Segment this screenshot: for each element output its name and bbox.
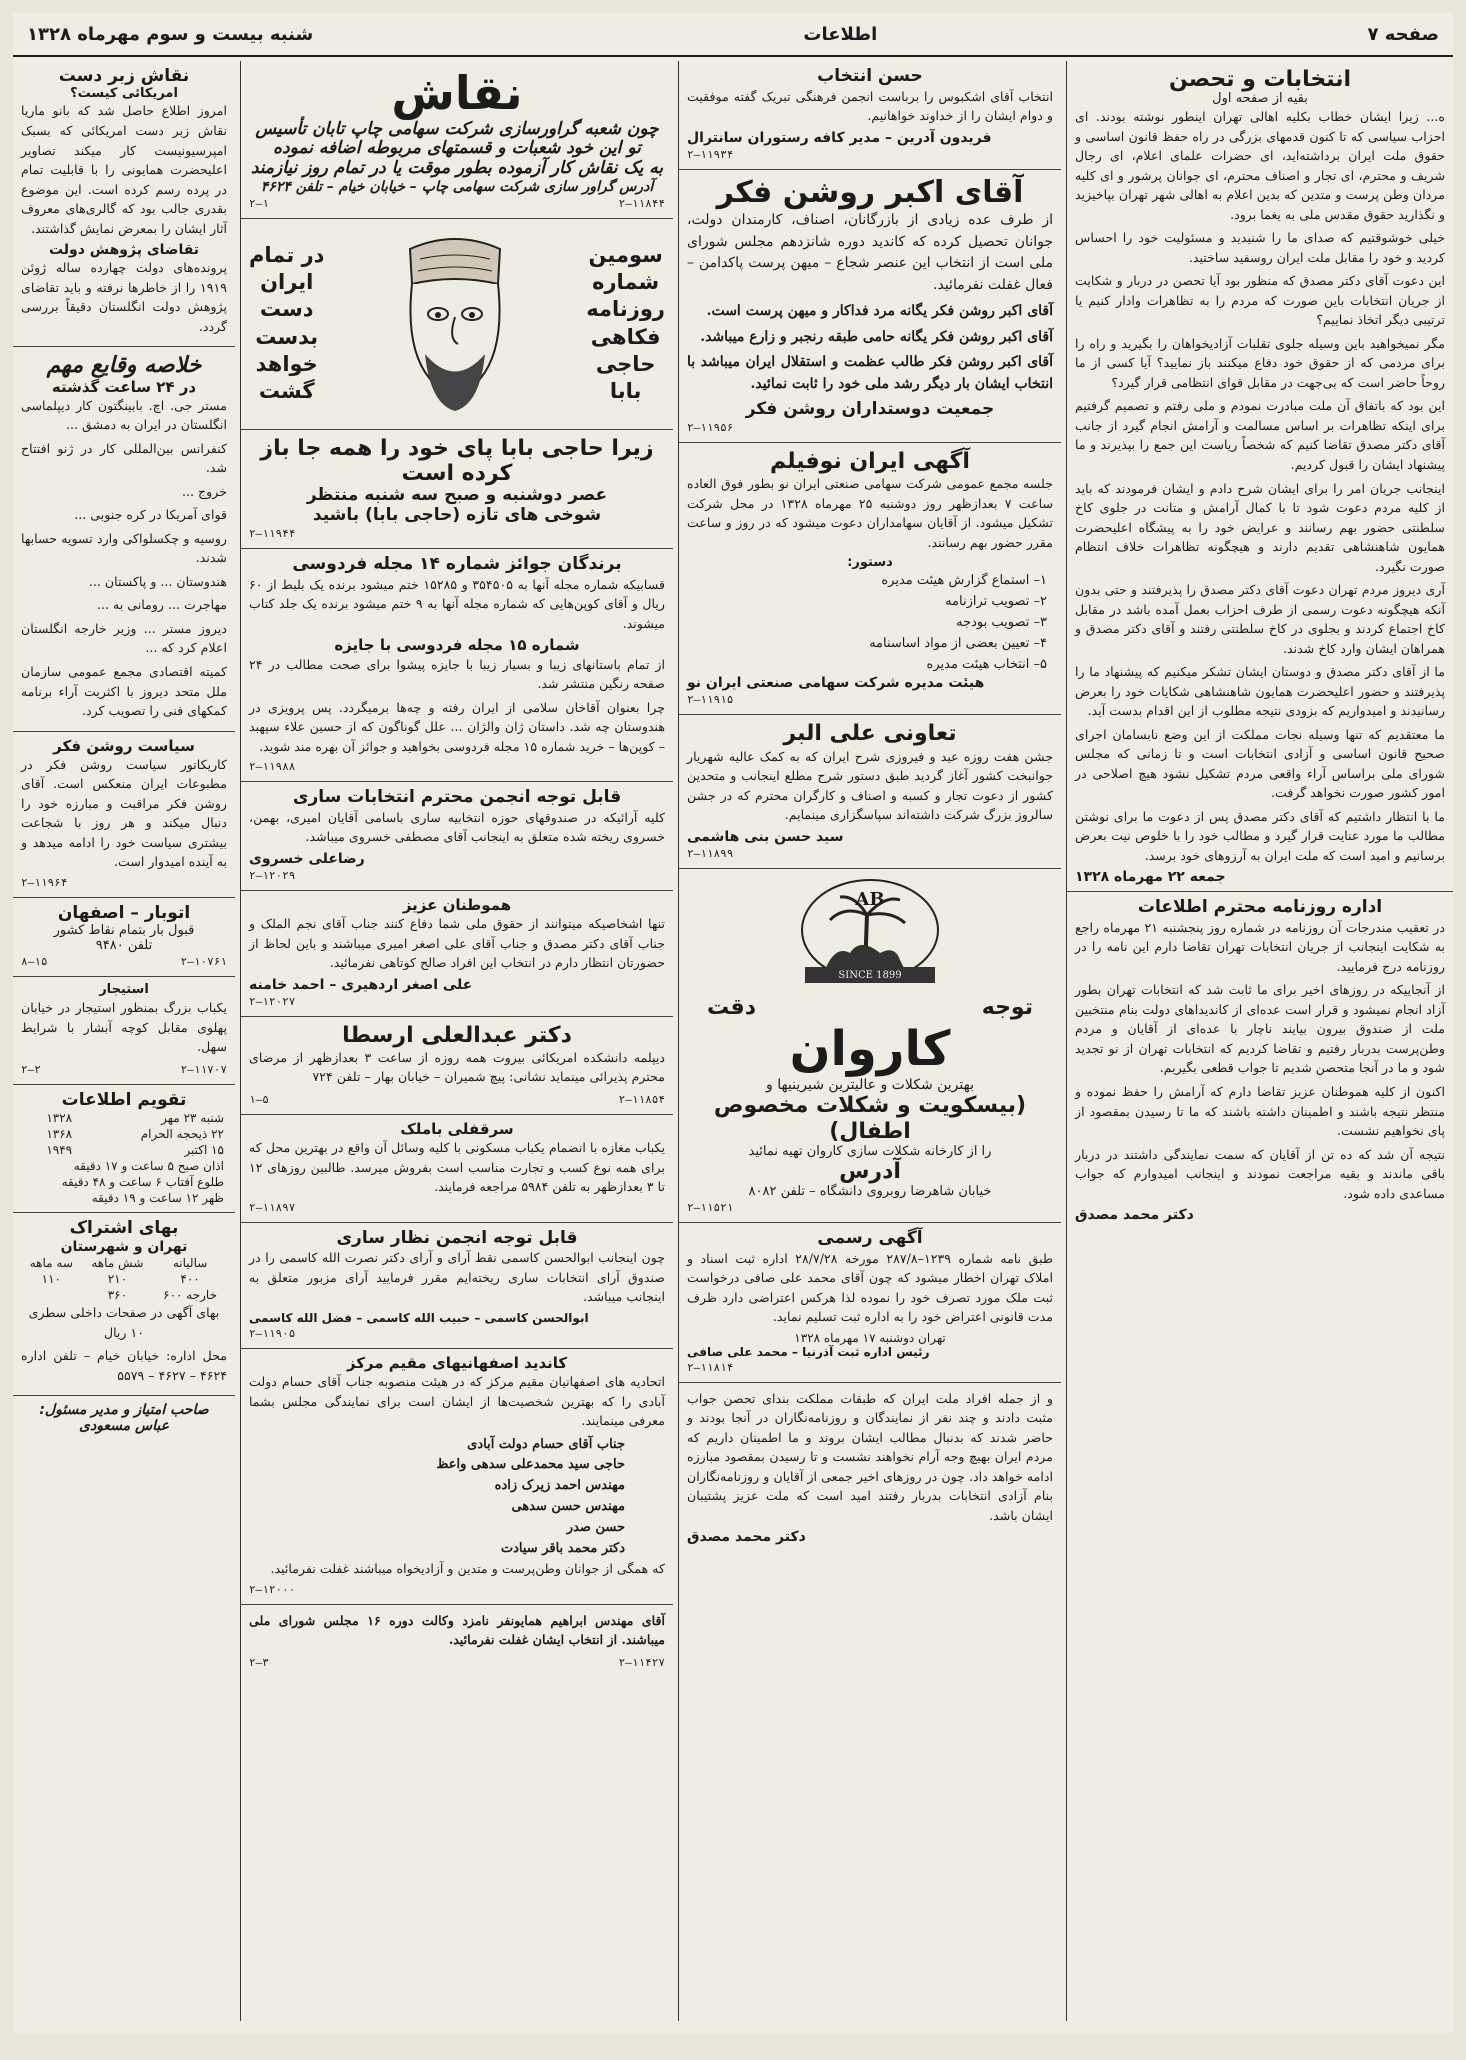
ad-line: به یک نقاش کار آزموده بطور موقت یا در تمام روز نیازمند xyxy=(250,157,664,178)
ad-line: را از کارخانه شکلات سازی کاروان تهیه نمائید xyxy=(748,1143,992,1159)
section-title: خلاصه وقایع مهم xyxy=(46,353,202,379)
cell: خارجه ۶۰۰ xyxy=(163,1288,218,1303)
cell: شش ماهه xyxy=(91,1256,144,1271)
ad-text: آقای مهندس ابراهیم همایونفر نامزد وکالت دوره ۱۶ مجلس شورای ملی میباشند. از انتخاب ایشان غفلت نفرمائید. xyxy=(249,1612,665,1648)
signature: دکتر محمد مصدق xyxy=(1075,1207,1194,1224)
candidate-list xyxy=(249,1435,665,1560)
paragraph: قسابیکه شماره مجله آنها به ۳۵۴۵۰۵ و ۱۵۲۸۵ ختم میشود برنده یک بلیط از ۶۰ ریال و آقای کوپن‌هایی که شماره مجله آنها به ۹ ختم میشود برنده یک جلد کتاب میشوند. xyxy=(249,576,666,631)
paragraph: ما معتقدیم که تنها وسیله نجات مملکت از این وضع نابسامان اجرای صحیح قانون اساسی و آزادی انتخابات است و تا زمانی که مجلس شورای ملی براساس آراء واقعی مردم تشکیل نشود هیچ اصلاحی در امور کشور صورت نخواهد گرفت. xyxy=(1075,726,1445,801)
subscription-table xyxy=(21,1255,227,1303)
news-item: دیروز مستر ... وزیر خارجه انگلستان اعلام کرد که ... xyxy=(21,620,227,656)
ad-product: (بیسکویت و شکلات مخصوص اطفال) xyxy=(713,1093,1027,1144)
ad-text: جلسه مجمع عمومی شرکت سهامی صنعتی ایران نو بطور فوق العاده ساعت ۷ بعدازظهر روز دوشنبه ۲۵ مهرماه ۱۳۲۸ در محل شرکت تشکیل میشود. از آقایان سهامداران دعوت میشود که در روز و ساعت مقرر حضور بهم رسانند. xyxy=(687,476,1054,550)
table-row xyxy=(21,1255,227,1271)
signature: فریدون آدرین – مدیر کافه رستوران سانترال xyxy=(687,129,992,146)
date-line: جمعه ۲۲ مهرماه ۱۳۲۸ xyxy=(1075,869,1226,886)
news-item: روسیه و چکسلواکی وارد تسویه حسابها شدند. xyxy=(21,530,227,566)
word: در تمام xyxy=(249,242,325,267)
page-header xyxy=(13,13,1453,57)
ad-code: ۲–۳ xyxy=(249,1655,269,1669)
ad-title: قابل توجه انجمن محترم انتخابات ساری xyxy=(292,787,622,808)
ad-code: ۲–۱۱۸۴۴ xyxy=(618,196,665,210)
table-row xyxy=(21,1142,227,1158)
ad-code: ۲–۱۱۴۲۷ xyxy=(618,1655,665,1669)
ad-code: ۲–۱۱۹۶۴ xyxy=(21,875,68,889)
ad-code: ۲–۱۱۸۱۴ xyxy=(687,1360,734,1374)
signature: دکتر محمد مصدق xyxy=(687,1529,806,1546)
section-title: بهای اشتراک xyxy=(69,1218,179,1239)
section-subtitle: تهران و شهرستان xyxy=(60,1239,188,1255)
list-item: ۳– تصویب بودجه xyxy=(956,615,1047,631)
paragraph: از آنجاییکه در روزهای اخیر برای ما ثابت شد که انتخابات تهران بطور آزاد انجام نمیشود و قرار است عده‌ای از کاندیداهای دولت بنام منتخبین ملت از صندوق بیرون بیایند ناچار با عده‌ای از آقایان و مردم وطن‌پرست بدربار رفتیم و تقاضا کردیم که انتخابات تهران از نو تجدید شود و ما در آنجا متحصن شدیم تا جواب قطعی بگیریم. xyxy=(1075,982,1445,1076)
ad-title: آگهی ایران نوفیلم xyxy=(770,449,970,475)
paragraph: از تمام باستانهای زیبا و بسیار زیبا با جایزه پیشوا برای صحت مطالب در ۲۴ صفحه رنگین منتشر شد. xyxy=(249,656,665,692)
section-subtitle: در ۲۴ ساعت گذشته xyxy=(51,377,197,396)
ad-title: تعاونی علی البر xyxy=(783,721,957,747)
office-address: محل اداره: خیابان خیام – تلفن اداره ۴۶۲۴ – ۴۶۲۷ – ۵۵۷۹ xyxy=(21,1348,227,1383)
word: بابا xyxy=(609,379,642,404)
ad-code: ۲–۱۱۹۱۵ xyxy=(687,693,734,707)
ad-title: برندگان جوائز شماره ۱۴ مجله فردوسی xyxy=(292,554,622,575)
cell: ۱۱۰ xyxy=(41,1272,61,1287)
paragraph: نتیجه آن شد که ده تن از آقایان که سمت نمایندگی داشتند در دربار باقی ماندند و بقیه مراجعت نمودند و اینجانب امیدوارم که جواب مساعدی داده شود. xyxy=(1075,1146,1445,1201)
column-2 xyxy=(678,61,1061,2021)
paragraph: اینجانب جریان امر را برای ایشان شرح دادم و ایشان فرمودند که باید از کلیه مردم دعوت شود تا با کمال آرامش و متانت در جلوی کاخ سلطنتی حضور بهم رسانند و عرایض خود را به پیشگاه اعلیحضرت همایون شاهنشاهی تقدیم دارند و هیچگونه تظاهرات خلاف انتظام صورت نگیرد. xyxy=(1075,480,1445,574)
ad-code: ۲–۱۱۹۸۸ xyxy=(249,760,296,774)
ad-code: ۲–۱۱۸۹۷ xyxy=(249,1200,296,1214)
ad-code: ۲–۱۱۹۳۴ xyxy=(687,147,734,161)
ad-code: ۲–۱ xyxy=(249,196,269,210)
ad-heading-left: دقت xyxy=(707,994,756,1020)
article-title: انتخابات و تحصن xyxy=(1168,67,1352,92)
cartoon-text-left xyxy=(249,242,324,406)
ad-code: ۲–۱۱۵۲۱ xyxy=(687,1201,734,1215)
table-row xyxy=(21,1287,227,1303)
ad-code: ۲–۱۱۹۵۶ xyxy=(687,421,734,435)
cell: ۲۱۰ xyxy=(107,1272,128,1287)
ad-title: زیرا حاجی بابا پای خود را همه جا باز کرده است xyxy=(260,435,654,486)
ad-text: طبق نامه شماره ۱۲۳۹–۲۸۷/۸ مورخه ۲۸/۷/۲۸ اداره ثبت اسناد و املاک تهران اخطار میشود که چون آقای محمد علی صافی درخواست ثبت ملک مورد تصرف خود را نموده لذا هرکس اعتراضی دارد ظرف مدت قانونی اعتراض خود را به اداره ثبت تسلیم نماید. xyxy=(687,1250,1053,1325)
table-row xyxy=(21,1110,227,1126)
signature: ابوالحسن کاسمی – حبیب الله کاسمی – فضل الله کاسمی xyxy=(249,1310,589,1325)
word: روزنامه xyxy=(586,297,665,322)
word: شماره xyxy=(592,270,660,295)
ad-text: انتخاب آقای اشکبوس را برباست انجمن فرهنگی تبریک گفته موفقیت و دوام ایشان را از خداوند خواهانیم. xyxy=(687,88,1053,124)
ad-title: آگهی رسمی xyxy=(817,1228,923,1249)
ad-code: ۲–۱۱۸۵۴ xyxy=(618,1092,665,1106)
ad-text: دیپلمه دانشکده امریکائی بیروت همه روزه از ساعت ۳ بعدازظهر از مرضای محترم پذیرائی مینماید نشانی: پیچ شمیران – خیابان بهار – تلفن ۷۲۴ xyxy=(249,1049,665,1085)
ad-date: تهران دوشنبه ۱۷ مهرماه ۱۳۲۸ xyxy=(794,1330,946,1345)
list-item: جناب آقای حسام دولت آبادی xyxy=(467,1436,625,1452)
ad-text: کلیه آرائیکه در صندوقهای حوزه انتخابیه ساری باسامی آقایان امیری، بهمن، خسروی ریخته شده متعلق به اینجانب آقای مصطفی خسروی میباشد. xyxy=(249,809,665,845)
word: خواهد xyxy=(255,351,318,376)
article-title: سیاست روشن فکر xyxy=(53,736,195,755)
cell: ۲۲ ذیحجه الحرام xyxy=(140,1127,224,1142)
ad-code: ۲–۱۱۹۰۵ xyxy=(249,1326,296,1340)
brand-name: کاروان xyxy=(789,1021,951,1078)
owner-line: صاحب امتیاز و مدیر مسئول: عباس مسعودی xyxy=(39,1402,209,1435)
column-1 xyxy=(1066,61,1453,2021)
ad-line: شوخی های تازه (حاجی بابا) باشید xyxy=(312,504,602,525)
list-item: ۱– استماع گزارش هیئت مدیره xyxy=(881,573,1047,589)
signature: جمعیت دوستداران روشن فکر xyxy=(745,398,995,419)
signature: سید حسن بنی هاشمی xyxy=(687,828,844,845)
cell: ۱۳۲۸ xyxy=(46,1111,73,1126)
ad-code: ۲–۱۲۰۲۷ xyxy=(249,994,296,1008)
cell: شنبه ۲۳ مهر xyxy=(161,1111,224,1126)
letter-title: اداره روزنامه محترم اطلاعات xyxy=(1137,897,1383,918)
ad-rate: بهای آگهی در صفحات داخلی سطری ۱۰ ریال xyxy=(28,1305,220,1340)
list-title: دستور: xyxy=(847,555,893,571)
naqash-logo: نقاش xyxy=(391,66,523,120)
paragraph: ما از آقای دکتر مصدق و دوستان ایشان تشکر میکنیم که پیشنهاد ما را پذیرفتند و حضور اعلیحضرت همایون شاهنشاهی شکایات خود را بعرض رسانیدند و امیدواریم که بزودی نتیجه مطلوب از این اقدام بدست آید. xyxy=(1075,664,1445,719)
calendar-table xyxy=(21,1110,227,1206)
ad-code: ۲–۲ xyxy=(21,1062,41,1076)
news-item: مهاجرت ... رومانی به ... xyxy=(96,597,227,613)
ad-address: آدرس گراور سازی شرکت سهامی چاپ – خیابان خیام – تلفن ۴۶۲۴ xyxy=(260,178,654,195)
ad-code: ۲–۱۲۰۰۰ xyxy=(249,1582,296,1596)
news-item: کمیته اقتصادی مجمع عمومی سازمان ملل متحد دیروز با اکثریت آراء برنامه کمکهای فنی را تصویب کرد. xyxy=(21,663,227,719)
cell xyxy=(21,1287,82,1303)
table-row xyxy=(21,1158,227,1174)
hajibaba-ad xyxy=(241,219,673,430)
ad-title: سرقفلی باملک xyxy=(400,1119,514,1138)
paragraph: پرونده‌های دولت چهارده ساله ژوئن ۱۹۱۹ را از خاطرها نرفته و باید تقاضای پژوهش دولت انگلستان دقیقاً بررسی گردد. xyxy=(21,260,227,334)
address-label: آدرس xyxy=(839,1158,901,1184)
cell: سه ماهه xyxy=(29,1256,73,1271)
list-item: ۵– انتخاب هیئت مدیره xyxy=(926,656,1047,672)
word: ایران xyxy=(260,270,314,295)
agenda-list xyxy=(687,571,1053,675)
news-item: مستر جی. اچ. بابینگتون کار دیپلماسی انگلستان در ایران به دمشق ... xyxy=(21,397,227,433)
newspaper-page xyxy=(13,13,1453,2033)
ad-text: اتحادیه های اصفهانیان مقیم مرکز که در هیئت منصوبه جناب آقای حسام دولت آبادی را که بهترین شخصیت‌ها از ایشان است برای نمایندگی مجلس بشما معرفی مینمایند. xyxy=(249,1374,665,1429)
cell: ظهر ۱۲ ساعت و ۱۹ دقیقه xyxy=(91,1191,224,1206)
paragraph: ه... زیرا ایشان خطاب بکلیه اهالی تهران اینطور نوشته بودند. ای احزاب سیاسی که تا کنون قدمهای بزرگی در راه حفظ قانون اساسی و حقوق ملت ایران برداشته‌اید، ای حضرات علمای اعلام، ای رجال شریف و محترم، ای تجار و اصناف محترم، ای جوانان پرشور و ای کلیه مردان وطن پرست و متدین که بدین اعلام به اهالی شهر تهران بپاخیزید و نگذارید حقوق مقدس ملی به یغما برود. xyxy=(1075,109,1445,222)
ad-code: ۱–۵ xyxy=(249,1092,269,1106)
list-item: ۲– تصویب ترازنامه xyxy=(945,594,1047,610)
paragraph: آقای اکبر روشن فکر یگانه مرد فداکار و میهن پرست است. xyxy=(706,302,1053,319)
table-row xyxy=(21,1190,227,1206)
cell: ۱۵ اکتبر xyxy=(184,1143,224,1158)
ad-line: چون شعبه گراورسازی شرکت سهامی چاپ تابان تأسیس xyxy=(255,118,659,139)
ad-text: تنها اشخاصیکه میتوانند از حقوق ملی شما دفاع کنند جناب آقای نجم الملک و جناب آقای دکتر مصدق و جناب آقای علی اصغر امیری میباشند و باین لحاظ از حضورتان انتظار دارم در انتخاب این افراد صالح کوتاهی نفرمائید. xyxy=(249,916,665,971)
ad-title: کاندید اصفهانیهای مقیم مرکز xyxy=(346,1353,568,1372)
news-item: هندوستان ... و پاکستان ... xyxy=(88,573,227,589)
logo-letters: AB xyxy=(855,888,885,910)
ad-title: آقای اکبر روشن فکر xyxy=(716,174,1024,210)
list-item: حاجی سید محمدعلی سدهی واعظ xyxy=(436,1457,625,1473)
word: گشت xyxy=(258,379,315,404)
word: بدست xyxy=(255,324,319,349)
ad-code: ۲–۱۱۹۴۴ xyxy=(249,527,296,541)
ad-text: یکباب بزرگ بمنظور استیجار در خیابان پهلوی مقابل کوچه آبشار با شرایط سهل. xyxy=(21,1000,227,1055)
issue-date: شنبه بیست و سوم مهرماه ۱۳۲۸ xyxy=(27,23,314,45)
cell: طلوع آفتاب ۶ ساعت و ۴۸ دقیقه xyxy=(61,1175,224,1190)
address: خیابان شاهرضا روبروی دانشگاه – تلفن ۸۰۸۲ xyxy=(748,1184,992,1200)
list-item: مهندس حسن سدهی xyxy=(511,1499,625,1515)
cell: ۳۶۰ xyxy=(107,1288,128,1303)
word: حاجی xyxy=(595,351,656,376)
ad-text: چون اینجانب ابوالحسن کاسمی نقط آرای و آرای دکتر نصرت الله کاسمی را در صندوق آرای انتخابات ساری ریخته‌ایم مقرر فرمایید آرای مزبور متعلق به اینجانب میباشد. xyxy=(249,1250,665,1305)
cell: ۱۳۶۸ xyxy=(46,1127,73,1142)
ad-code: ۲–۱۱۸۹۹ xyxy=(687,846,734,860)
column-3 xyxy=(240,61,673,2021)
ad-title: حسن انتخاب xyxy=(817,66,923,86)
word: دست xyxy=(259,297,314,322)
ad-title: هموطنان عزیز xyxy=(402,895,512,914)
table-row xyxy=(21,1174,227,1190)
list-item: مهندس احمد زیرک زاده xyxy=(494,1478,625,1494)
article-title: نقاش زبر دست xyxy=(58,66,190,86)
signature: رضاعلی خسروی xyxy=(249,850,365,867)
news-item: قوای آمریکا در کره جنوبی ... xyxy=(74,507,227,523)
ad-heading-right: توجه xyxy=(981,994,1033,1020)
paragraph: از طرف عده زیادی از بازرگانان، اصناف، کارمندان دولت، جوانان تحصیل کرده که کاندید دوره شانزدهم مجلس شورای ملی است از انتخاب این عنصر شجاع – میهن پرست پاکدامن – فعال غفلت نفرمائید. xyxy=(687,212,1053,294)
paragraph: آقای اکبر روشن فکر طالب عظمت و استقلال ایران میباشد با انتخاب ایشان بار دیگر رشد ملی خود را ثابت نمائید. xyxy=(687,354,1053,392)
ad-text: جشن هفت روزه عید و فیروزی شرح ایران که به کمک عالیه شهریار جوانبخت کشور آغاز گردید طبق دستور شرح مطلع اینجانب و متحدین کشور از دعوت تجار و کسبه و اصناف و کارگران محترم که در جشن سالروز بزرگ شرکت داشته‌اند سپاسگزاری مینمایم. xyxy=(687,748,1053,823)
article-subtitle: امریکائی کیست؟ xyxy=(70,85,178,101)
subheading: تقاضای پژوهش دولت xyxy=(48,242,200,259)
ad-text: قبول بار بتمام نقاط کشور xyxy=(53,923,195,939)
news-item: کنفرانس بین‌المللی کار در ژنو افتتاح شد. xyxy=(21,440,227,476)
list-item: حسن صدر xyxy=(566,1519,625,1535)
section-title: تقویم اطلاعات xyxy=(61,1089,187,1110)
signature: رئیس اداره ثبت آذرنیا – محمد علی صافی xyxy=(687,1344,930,1359)
table-row xyxy=(21,1271,227,1287)
ad-title: اتوبار – اصفهان xyxy=(57,902,191,923)
ad-note: که همگی از جوانان وطن‌پرست و متدین و آزادیخواه میباشند غفلت نفرمائید. xyxy=(270,1561,665,1577)
ad-title: دکتر عبدالعلی ارسطا xyxy=(342,1022,572,1048)
signature: علی اصغر اردهیری – احمد خامنه xyxy=(249,976,473,993)
table-row xyxy=(21,1126,227,1142)
paragraph: در تعقیب مندرجات آن روزنامه در شماره روز پنجشنبه ۲۱ مهرماه راجع به شکایت اینجانب از جریان انتخابات تهران تقاضا دارم این نامه را در روزنامه درج فرمایید. xyxy=(1075,919,1445,974)
word: فکاهی xyxy=(590,324,661,349)
ad-text: یکباب مغازه با انضمام یکباب مسکونی با کلیه وسائل آن واقع در بهترین محل که برای همه نوع کسب و تجارت مناسب است بفروش میرسد. طالبین روزهای ۱۲ تا ۳ بعدازظهر به تلفن ۵۹۸۴ مراجعه فرمایند. xyxy=(249,1140,665,1195)
cell: اذان صبح ۵ ساعت و ۱۷ دقیقه xyxy=(73,1159,224,1174)
news-item: خروج ... xyxy=(182,483,227,499)
cartoon-text-right xyxy=(586,242,665,406)
cell: ۴۰۰ xyxy=(180,1272,200,1287)
paper-name: اطلاعات xyxy=(803,23,878,45)
ad-code: ۲–۱۰۷۶۱ xyxy=(180,955,227,969)
cell: ساليانه xyxy=(172,1256,208,1271)
paragraph: این دعوت آقای دکتر مصدق که منظور بود آیا تحصن در دربار و شکایت از جریان انتخابات باین صورت که مردم را به تظاهرات وادار کنیم یا ترتیبی دیگر اتخاذ نماییم؟ xyxy=(1075,273,1445,328)
ad-title: استیجار xyxy=(99,982,149,998)
page-number: صفحه ۷ xyxy=(1367,23,1439,45)
list-item: دکتر محمد باقر سیادت xyxy=(500,1540,625,1556)
list-item: ۴– تعیین بعضی از مواد اساسنامه xyxy=(869,635,1047,651)
ad-title: قابل توجه انجمن نظار ساری xyxy=(336,1227,578,1248)
word: سومین xyxy=(588,242,663,267)
ad-code: ۸–۱۵ xyxy=(21,955,48,969)
paragraph: این بود که باتفاق آن ملت مبادرت نمودم و ملی رفتم و تصمیم گرفتیم برای اینکه تظاهرات بر اساس مسالمت و آرامش انجام گیرد از جانب آقای دکتر مصدق تقاضا کنیم که شخصاً ریاست این جمع را بپذیرند و ما پیشنهاد ایشان را قبول کردیم. xyxy=(1075,398,1445,472)
column-4 xyxy=(13,61,235,2021)
paragraph: آقای اکبر روشن فکر یگانه حامی طبقه رنجبر و زارع میباشد. xyxy=(700,328,1053,345)
ad-line: عصر دوشنبه و صبح سه شنبه منتظر xyxy=(306,485,608,506)
ad-line: تو این خود شعبات و قسمتهای مربوطه اضافه نموده xyxy=(273,138,641,159)
logo-caption: SINCE 1899 xyxy=(838,969,902,981)
paragraph: اکنون از کلیه هموطنان عزیز تقاضا دارم که آرامش را حفظ نموده و منتظر نتیجه باشند و اطمینان داشته باشند که ما تا رسیدن بمقصود از پای نخواهیم نشست. xyxy=(1075,1083,1445,1139)
paragraph: خیلی خوشوقتیم که صدای ما را شنیدید و مسئولیت خود را احساس کردید و خود را مقابل ملت ایران روسفید ساختید. xyxy=(1075,230,1445,265)
subheading: شماره ۱۵ مجله فردوسی با جایزه xyxy=(334,636,580,655)
paragraph: چرا بعنوان آقاخان سلامی از ایران رفته و چه‌ها برمیگردد. پس پرویزی در هندوستان چه شد. داستان ژان والژان ... علل گوناگون که از حسین علاء سپهبد – کوپن‌ها – خرید شماره ۱۵ مجله فردوسی بخواهید و جوائز آن بهره مند شوید. xyxy=(249,699,665,754)
ad-subline: بهترین شکلات و عالیترین شیرینیها و xyxy=(766,1077,974,1094)
ad-code: ۲–۱۱۷۰۷ xyxy=(180,1062,227,1076)
paragraph: کاریکاتور سیاست روشن فکر در مطبوعات ایران منعکس است. آقای روشن فکر مراقبت و مبارزه خود را دنبال میکند و هر روز با شجاعت بیشتری سیاست خود را ادامه میدهد و به آینده امیدوار است. xyxy=(21,756,227,870)
cell: ۱۹۴۹ xyxy=(46,1143,73,1158)
ad-code: ۲–۱۲۰۲۹ xyxy=(249,868,296,882)
karvan-logo xyxy=(795,875,945,993)
paragraph: و از جمله افراد ملت ایران که طبقات مملکت بندای تحصن جواب مثبت دادند و چند نفر از نمایندگان و روزنامه‌نگاران در آنجا بودند و حاضر شدند که بدنبال مطالب ایشان بروند و ما اطمینان داریم که مردم ایران بهیچ وجه آرام نخواهند نشست و تا رسیدن بمقصود مبارزه ادامه خواهد داد. چون در روزهای اخیر جمعی از آقایان و روزنامه‌نگاران بنام آزادی انتخابات بدربار رفتند امید است که ملت عزیز پشتیبان ایشان باشد. xyxy=(687,1390,1053,1523)
paragraph: ما با انتظار داشتیم که آقای دکتر مصدق پس از دعوت ما برای نوشتن مطالب ما مورد عنایت قرار گیرد و مطالب خود را با خلوص نیت بعرض برسانیم و امید است که ملت ایران به آرزوهای خود برسد. xyxy=(1075,808,1445,863)
paragraph: آری دیروز مردم تهران دعوت آقای دکتر مصدق را پذیرفتند و حتی بدون آنکه هیچگونه دعوت رسمی از طرف احزاب بعمل آمده باشد در مقابل کاخ اجتماع کردند و بجلوی در کاخ سلطنتی رفتند و آقای دکتر مصدق و همراهان ایشان وارد کاخ شدند. xyxy=(1075,582,1445,656)
paragraph: امروز اطلاع حاصل شد که بانو ماریا نقاش زبر دست امریکائی که بسبک امپرسیونیست کار میکند تصاویر اعلیحضرت همایونی را با قابلیت تمام در پرده رسم کرده است. این موضوع بقدری جالب بود که گالری‌های معروف آثار ایشان را بمعرض نمایش گذاشتند. xyxy=(21,103,227,236)
paragraph: مگر نمیخواهید باین وسیله جلوی تقلبات آزادیخواهان را بگیرید و راه را برای مردمی که از حقوق خود دفاع میکنند باز نمایید؟ آیا کسی از ما روحاً حاضر است که بی‌جهت در مقابل قوای انتظامی قرار گیرد؟ xyxy=(1075,335,1445,390)
signature: هیئت مدیره شرکت سهامی صنعتی ایران نو xyxy=(687,675,985,692)
article-subtitle: بقیه از صفحه اول xyxy=(1212,91,1308,107)
ad-phone: تلفن ۹۴۸۰ xyxy=(95,938,153,954)
hajibaba-face-icon xyxy=(370,229,540,419)
